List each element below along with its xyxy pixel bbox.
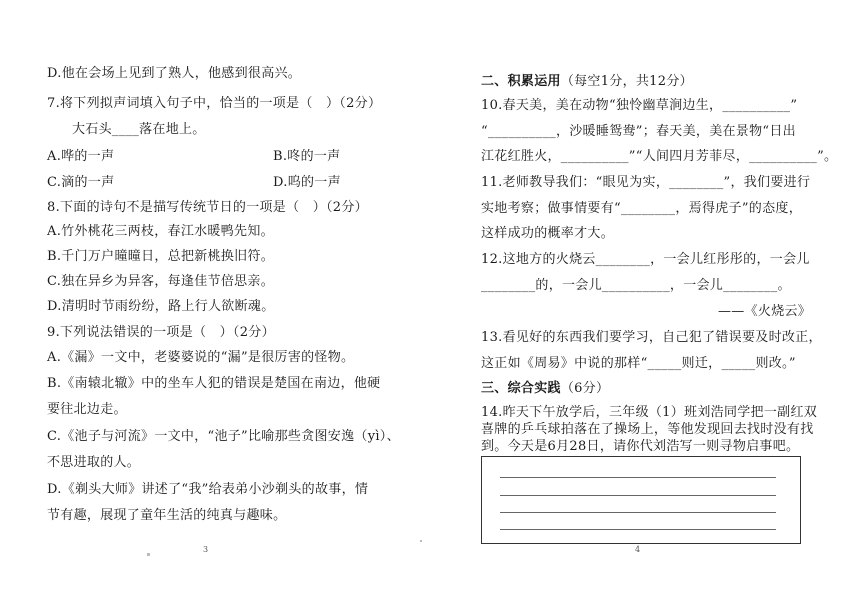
q10-line1: 10.春天美，美在动物“独怜幽草涧边生，__________” [481,98,798,113]
q9-option-b-line1: B.《南辕北辙》中的坐车人犯的错误是楚国在南边，他硬 [47,376,381,391]
q9-option-c-line1: C.《池子与河流》一文中，“池子”比喻那些贪图安逸（yì）、 [47,429,400,444]
section-2-note: （每空1分，共12分） [560,74,693,89]
section-2-title: 二、积累运用 [481,74,561,89]
q6-option-d: D.他在会场上见到了熟人，他感到很高兴。 [47,66,302,81]
q14-line1: 14.昨天下午放学后，三年级（1）班刘浩同学把一副红双 [481,405,818,420]
writing-line [500,477,776,478]
writing-line [500,529,776,530]
section-3-title: 三、综合实践 [481,381,561,396]
q7-sentence: 大石头____落在地上。 [72,122,206,137]
q8-option-a: A.竹外桃花三两枝，春江水暖鸭先知。 [47,224,274,239]
page-number-right: 4 [635,545,641,554]
q11-line2: 实地考察；做事情要有“________，焉得虎子”的态度， [481,201,802,216]
q9-option-d-line2: 节有趣，展现了童年生活的纯真与趣味。 [47,508,287,523]
section-3-note: （6分） [560,381,610,396]
q9-option-c-line2: 不思进取的人。 [47,455,141,470]
q13-line1: 13.看见好的东西我们要学习，自己犯了错误要及时改正， [481,330,822,345]
writing-box[interactable] [481,456,801,544]
q9-stem: 9.下列说法错误的一项是（ ）（2分） [47,325,275,340]
q8-option-d: D.清明时节雨纷纷，路上行人欲断魂。 [47,299,275,314]
q8-option-c: C.独在异乡为异客，每逢佳节倍思亲。 [47,274,275,289]
q14-line3: 到。今天是6月28日，请你代刘浩写一则寻物启事吧。 [481,439,800,454]
q7-stem: 7.将下列拟声词填入句子中，恰当的一项是（ ）（2分） [47,96,382,111]
q8-option-b: B.千门万户曈曈日，总把新桃换旧符。 [47,249,275,264]
q12-line2: ________的，一会儿__________，一会儿________。 [481,278,791,293]
q10-line2: “__________，沙暖睡鸳鸯”；春天美，美在景物“日出 [481,124,796,139]
q14-line2: 喜牌的乒乓球拍落在了操场上，等他发现回去找时没有找 [481,422,814,437]
q8-stem: 8.下面的诗句不是描写传统节日的一项是（ ）（2分） [47,200,368,215]
q7-option-c: C.滴的一声 [47,175,115,190]
q12-source: ——《火烧云》 [718,304,812,319]
q7-option-a: A.哗的一声 [47,149,115,164]
q13-line2: 这正如《周易》中说的那样“_____则迁，_____则改。” [481,356,796,371]
q9-option-d-line1: D.《剃头大师》讲述了“我”给表弟小沙剃头的故事，情 [47,482,369,497]
q9-option-a: A.《漏》一文中，老婆婆说的“漏”是很厉害的怪物。 [47,350,355,365]
writing-line [500,512,776,513]
q10-line3: 江花红胜火，__________”“人间四月芳菲尽，__________”。 [481,149,838,164]
q12-line1: 12.这地方的火烧云________，一会儿红彤彤的，一会儿 [481,252,810,267]
section-2-heading [481,74,693,90]
q11-line3: 这样成功的概率才大。 [481,226,615,241]
scan-speck [420,540,422,542]
q9-option-b-line2: 要往北边走。 [47,402,127,417]
page-number-left: 3 [203,545,209,554]
q11-line1: 11.老师教导我们：“眼见为实，________”，我们要进行 [481,175,811,190]
q7-option-b: B.咚的一声 [273,149,341,164]
scan-speck [147,553,150,556]
writing-line [500,495,776,496]
q7-option-d: D.呜的一声 [273,175,341,190]
section-3-heading [481,381,609,397]
